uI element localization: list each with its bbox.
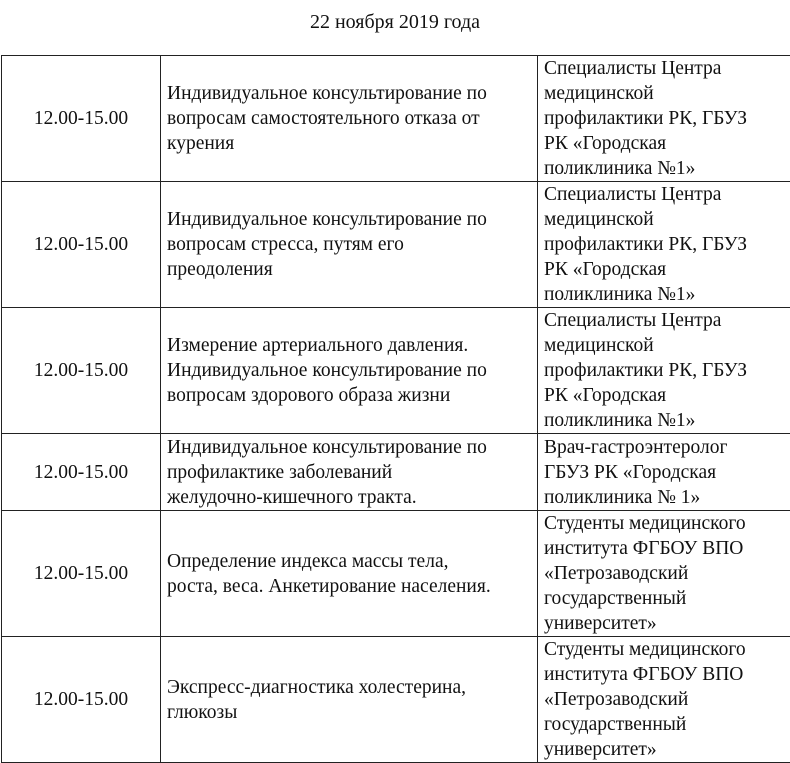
time-cell: 12.00-15.00	[2, 182, 161, 308]
time-cell: 12.00-15.00	[2, 637, 161, 763]
table-row	[2, 511, 790, 637]
event-text: Индивидуальное консультирование по профилактике заболеваний желудочно-кишечного тракта.	[167, 436, 487, 508]
event-text: Измерение артериального давления. Индивидуальное консультирование по вопросам здорового образа жизни	[167, 335, 487, 406]
event-cell	[161, 56, 538, 182]
event-cell	[161, 182, 538, 308]
table-row	[2, 182, 790, 308]
table-row	[2, 308, 790, 434]
page-title: 22 ноября 2019 года	[309, 11, 481, 33]
time-cell: 12.00-15.00	[2, 511, 161, 637]
organizer-cell	[538, 637, 790, 763]
table-row	[2, 434, 790, 511]
time-cell: 12.00-15.00	[2, 56, 161, 182]
organizer-text: Студенты медицинского института ФГБОУ ВПО «Петрозаводский государственный университет»	[544, 513, 746, 634]
event-cell	[161, 637, 538, 763]
table-row	[2, 56, 790, 182]
table-row	[2, 637, 790, 763]
organizer-cell	[538, 434, 790, 511]
event-text: Индивидуальное консультирование по вопросам стресса, путям его преодоления	[167, 209, 487, 280]
organizer-text: Специалисты Центра медицинской профилактики РК, ГБУЗ РК «Городская поликлиника №1»	[544, 184, 748, 305]
organizer-text: Специалисты Центра медицинской профилактики РК, ГБУЗ РК «Городская поликлиника №1»	[544, 58, 748, 179]
organizer-cell	[538, 56, 790, 182]
event-text: Экспресс-диагностика холестерина, глюкозы	[167, 676, 467, 723]
organizer-cell	[538, 182, 790, 308]
time-cell: 12.00-15.00	[2, 308, 161, 434]
organizer-text: Врач-гастроэнтеролог ГБУЗ РК «Городская поликлиника № 1»	[544, 436, 728, 508]
event-text: Индивидуальное консультирование по вопросам самостоятельного отказа от курения	[167, 83, 487, 154]
organizer-cell	[538, 511, 790, 637]
event-cell	[161, 511, 538, 637]
event-cell	[161, 308, 538, 434]
time-cell: 12.00-15.00	[2, 434, 161, 511]
organizer-text: Специалисты Центра медицинской профилактики РК, ГБУЗ РК «Городская поликлиника №1»	[544, 310, 748, 431]
event-text: Определение индекса массы тела, роста, веса. Анкетирование населения.	[167, 550, 491, 597]
event-cell	[161, 434, 538, 511]
organizer-cell	[538, 308, 790, 434]
schedule-table	[1, 55, 790, 763]
organizer-text: Студенты медицинского института ФГБОУ ВПО «Петрозаводский государственный университет»	[544, 639, 746, 760]
